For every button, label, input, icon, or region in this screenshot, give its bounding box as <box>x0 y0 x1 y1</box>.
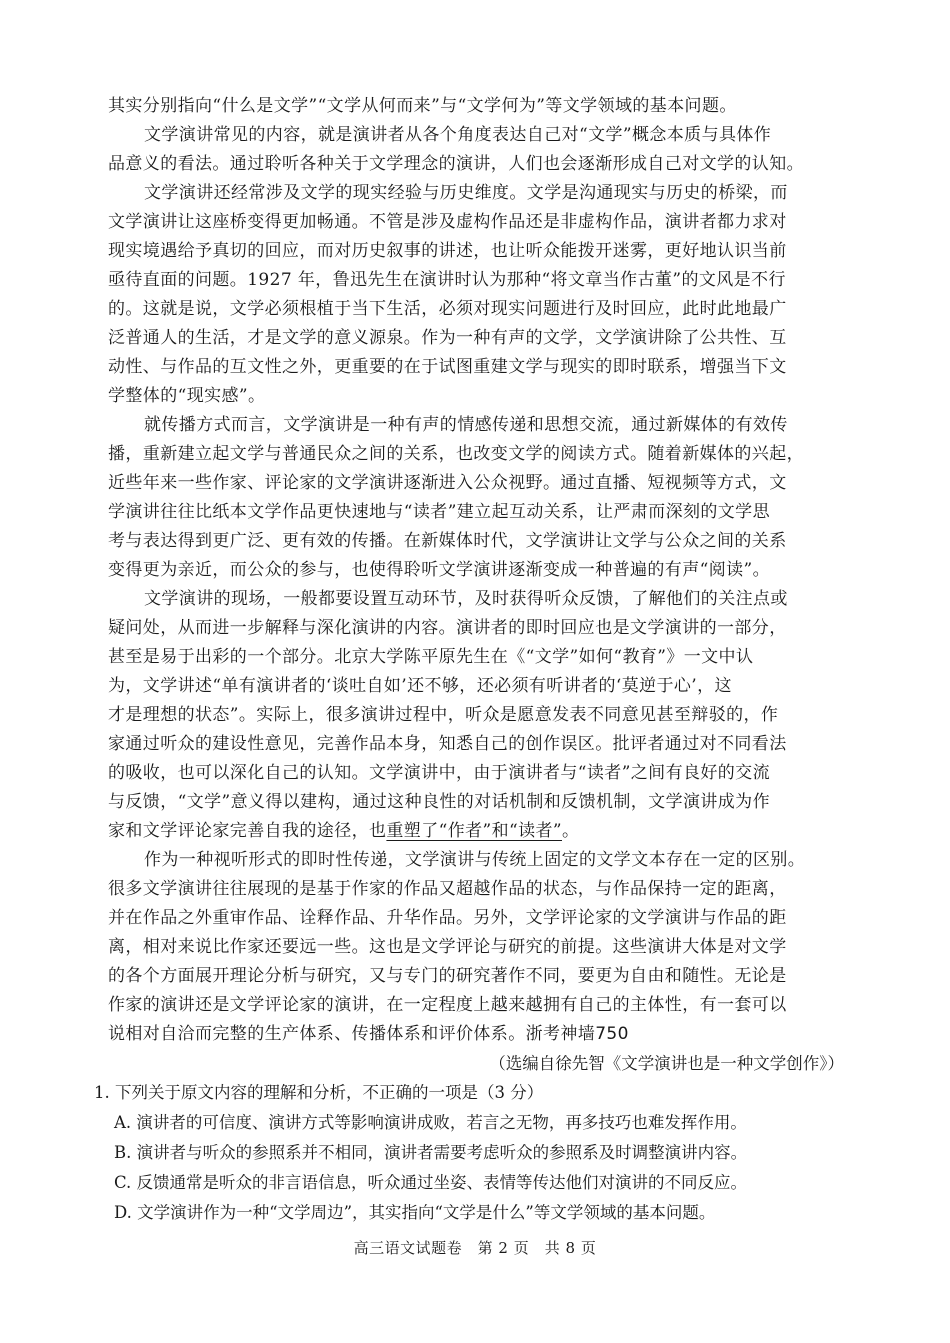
text-line: 亟待直面的问题。1927 年，鲁迅先生在演讲时认为那种“将文章当作古董”的文风是不行 <box>108 270 786 290</box>
text-segment: 家和文学评论家完善自我的途径，也 <box>108 821 387 841</box>
text-line <box>108 817 854 846</box>
text-line: 作家的演讲还是文学评论家的演讲，在一定程度上越来越拥有自己的主体性，有一套可以 <box>108 995 787 1015</box>
text-line: 文学演讲常见的内容，就是演讲者从各个角度表达自己对“文学”概念本质与具体作 <box>144 125 772 145</box>
text-line: 播，重新建立起文学与普通民众之间的关系，也改变文学的阅读方式。随着新媒体的兴起， <box>108 444 804 464</box>
page-footer: 高三语文试题卷 第 2 页 共 8 页 <box>353 1239 597 1257</box>
text-line: 动性、与作品的互文性之外，更重要的在于试图重建文学与现实的即时联系，增强当下文 <box>108 357 787 377</box>
text-line: 学演讲往往比纸本文学作品更快速地与“读者”建立起互动关系，让严肃而深刻的文学思 <box>108 502 770 522</box>
text-line: 变得更为亲近，而公众的参与，也使得聆听文学演讲逐渐变成一种普遍的有声“阅读”。 <box>108 560 770 580</box>
question-title: 1. 下列关于原文内容的理解和分析，不正确的一项是（3 分） <box>94 1083 544 1102</box>
text-line: 疑问处，从而进一步解释与深化演讲的内容。演讲者的即时回应也是文学演讲的一部分， <box>108 618 787 638</box>
option-c: C. 反馈通常是听众的非言语信息，听众通过坐姿、表情等传达他们对演讲的不同反应。 <box>114 1173 748 1192</box>
watermark-text: 浙考神墙750 <box>525 1024 629 1044</box>
text-line: 与反馈，“文学”意义得以建构，通过这种良性的对话机制和反馈机制，文学演讲成为作 <box>108 792 770 812</box>
passage-source: （选编自徐先智《文学演讲也是一种文学创作》） <box>489 1054 844 1073</box>
passage-body <box>108 92 854 1049</box>
paragraph <box>108 846 854 1049</box>
paragraph <box>108 121 854 179</box>
text-segment: 说相对自洽而完整的生产体系、传播体系和评价体系。 <box>108 1024 526 1044</box>
text-line: 学整体的“现实感”。 <box>108 386 266 406</box>
text-line: 家通过听众的建设性意见，完善作品本身，知悉自己的创作误区。批评者通过对不同看法 <box>108 734 787 754</box>
text-line: 现实境遇给予真切的回应，而对历史叙事的讲述，也让听众能拨开迷雾，更好地认识当前 <box>108 241 787 261</box>
text-line: 的。这就是说，文学必须根植于当下生活，必须对现实问题进行及时回应，此时此地最广 <box>108 299 787 319</box>
text-line: 文学演讲还经常涉及文学的现实经验与历史维度。文学是沟通现实与历史的桥梁，而 <box>144 183 788 203</box>
underlined-phrase: 重塑了“作者”和“读者” <box>386 821 562 841</box>
text-line: 就传播方式而言，文学演讲是一种有声的情感传递和思想交流，通过新媒体的有效传 <box>144 415 788 435</box>
option-d: D. 文学演讲作为一种“文学周边”，其实指向“文学是什么”等文学领域的基本问题。 <box>114 1203 716 1222</box>
text-line: 甚至是易于出彩的一个部分。北京大学陈平原先生在《“文学”如何“教育”》一文中认 <box>108 647 754 667</box>
text-line: 品意义的看法。通过聆听各种关于文学理念的演讲，人们也会逐渐形成自己对文学的认知。 <box>108 154 804 174</box>
option-a: A. 演讲者的可信度、演讲方式等影响演讲成败，若言之无物，再多技巧也难发挥作用。 <box>114 1113 747 1132</box>
text-line: 并在作品之外重审作品、诠释作品、升华作品。另外，文学评论家的文学演讲与作品的距 <box>108 908 787 928</box>
text-line: 为，文学讲述“单有演讲者的‘谈吐自如’还不够，还必须有听讲者的‘莫逆于心’，这 <box>108 676 732 696</box>
text-line: 泛普通人的生活，才是文学的意义源泉。作为一种有声的文学，文学演讲除了公共性、互 <box>108 328 787 348</box>
option-b: B. 演讲者与听众的参照系并不相同，演讲者需要考虑听众的参照系及时调整演讲内容。 <box>114 1143 748 1162</box>
text-line: 的吸收，也可以深化自己的认知。文学演讲中，由于演讲者与“读者”之间有良好的交流 <box>108 763 770 783</box>
paragraph <box>108 92 854 121</box>
text-line: 的各个方面展开理论分析与研究，又与专门的研究著作不同，要更为自由和随性。无论是 <box>108 966 787 986</box>
paragraph <box>108 179 854 411</box>
text-segment: 。 <box>561 821 580 841</box>
question-block <box>94 1078 854 1228</box>
text-line <box>108 1020 854 1049</box>
text-line: 其实分别指向“什么是文学”“文学从何而来”与“文学何为”等文学领域的基本问题。 <box>108 96 737 116</box>
text-line: 考与表达得到更广泛、更有效的传播。在新媒体时代，文学演讲让文学与公众之间的关系 <box>108 531 787 551</box>
text-line: 文学演讲的现场，一般都要设置互动环节，及时获得听众反馈，了解他们的关注点或 <box>144 589 788 609</box>
text-line: 文学演讲让这座桥变得更加畅通。不管是涉及虚构作品还是非虚构作品，演讲者都力求对 <box>108 212 787 232</box>
paragraph <box>108 585 854 846</box>
paragraph <box>108 411 854 585</box>
text-line: 很多文学演讲往往展现的是基于作家的作品又超越作品的状态，与作品保持一定的距离， <box>108 879 787 899</box>
text-line: 离，相对来说比作家还要远一些。这也是文学评论与研究的前提。这些演讲大体是对文学 <box>108 937 787 957</box>
text-line: 作为一种视听形式的即时性传递，文学演讲与传统上固定的文学文本存在一定的区别。 <box>144 850 806 870</box>
text-line: 才是理想的状态”。实际上，很多演讲过程中，听众是愿意发表不同意见甚至辩驳的，作 <box>108 705 779 725</box>
text-line: 近些年来一些作家、评论家的文学演讲逐渐进入公众视野。通过直播、短视频等方式，文 <box>108 473 787 493</box>
